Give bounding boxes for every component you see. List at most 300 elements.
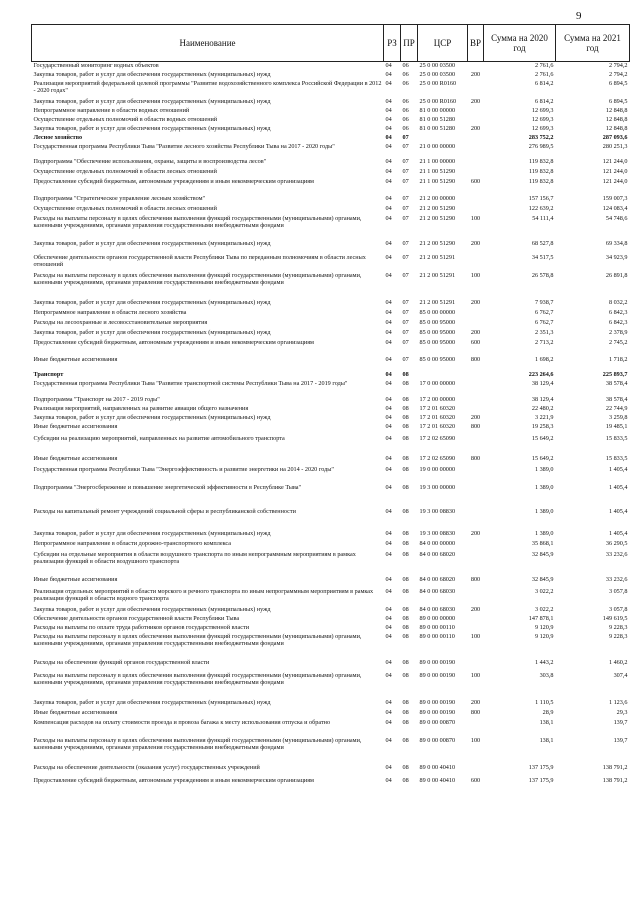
row-vr-cell <box>468 168 484 178</box>
row-rz-cell: 04 <box>385 623 392 631</box>
row-rz-cell: 04 <box>385 614 392 622</box>
row-csr-cell: 21 1 00 51290 <box>419 167 456 175</box>
row-rz-cell: 04 <box>385 214 392 222</box>
row-sum-2020-cell: 38 129,4 <box>531 379 554 387</box>
row-sum-2020-cell: 1 389,0 <box>534 465 554 473</box>
row-sum-2021-cell: 280 251,3 <box>602 142 628 150</box>
row-sum-2021-cell: 9 228,3 <box>608 623 628 631</box>
table-row <box>32 508 630 530</box>
row-sum-2021-cell: 22 744,9 <box>605 404 628 412</box>
row-name-cell: Закупка товаров, работ и услуг для обеспечения государственных (муниципальных) нужд <box>33 97 271 105</box>
row-csr-cell: 19 3 00 08830 <box>419 507 456 515</box>
row-pr-cell: 07 <box>402 133 409 141</box>
row-pr-cell: 08 <box>402 671 409 679</box>
table-row <box>32 272 630 299</box>
row-vr-cell: 200 <box>470 529 481 537</box>
table-row <box>32 299 630 309</box>
row-sum-2020-cell: 119 832,8 <box>528 167 554 175</box>
row-csr-cell: 17 2 02 65090 <box>419 434 456 442</box>
row-csr-cell: 89 0 00 00000 <box>419 614 456 622</box>
row-sum-2021-cell: 2 745,2 <box>608 338 628 346</box>
row-csr-cell: 85 0 00 00000 <box>419 308 456 316</box>
header-name: Наименование <box>32 25 384 62</box>
row-pr-cell: 08 <box>402 718 409 726</box>
row-sum-2021-cell: 121 244,0 <box>602 167 628 175</box>
row-sum-2020-cell: 3 022,2 <box>534 587 554 595</box>
row-vr-cell: 200 <box>470 124 481 132</box>
table-body <box>32 62 630 795</box>
table-row <box>32 80 630 98</box>
row-rz-cell: 04 <box>385 115 392 123</box>
row-name-cell: Расходы на выплаты персоналу в целях обеспечения выполнения функций государственными (муниципальными) органами, казенными учреждениями, органами управления государственными внебюджетными фондами <box>33 271 362 286</box>
row-sum-2021-cell: 1 405,4 <box>608 507 628 515</box>
row-pr-cell: 07 <box>402 142 409 150</box>
row-rz-cell: 04 <box>385 70 392 78</box>
row-name-cell: Закупка товаров, работ и услуг для обеспечения государственных (муниципальных) нужд <box>33 698 271 706</box>
row-sum-2021-cell: 15 833,5 <box>605 454 628 462</box>
row-name-cell: Подпрограмма "Обеспечение использования, охраны, защиты и воспроизводства лесов" <box>33 157 267 165</box>
row-pr-cell: 08 <box>402 708 409 716</box>
row-sum-2021-cell: 139,7 <box>613 718 628 726</box>
table-row <box>32 615 630 624</box>
row-sum-2021-cell: 124 083,4 <box>602 204 628 212</box>
row-sum-2020-cell: 32 845,9 <box>531 550 554 558</box>
row-csr-cell: 84 0 00 68020 <box>419 575 456 583</box>
row-sum-2021-cell: 159 007,3 <box>602 194 628 202</box>
row-sum-2020-cell: 1 389,0 <box>534 529 554 537</box>
table-row <box>32 405 630 414</box>
table-row <box>32 195 630 205</box>
row-vr-cell <box>468 764 484 777</box>
row-name-cell: Расходы на обеспечение функций органов государственной власти <box>33 658 210 666</box>
row-vr-cell <box>468 107 484 116</box>
row-rz-cell: 04 <box>385 157 392 165</box>
row-sum-2021-cell: 2 794,2 <box>608 62 628 69</box>
row-csr-cell: 89 0 00 00870 <box>419 718 456 726</box>
table-row <box>32 659 630 672</box>
row-sum-2021-cell: 225 893,7 <box>602 370 628 378</box>
row-pr-cell: 08 <box>402 614 409 622</box>
table-row <box>32 466 630 484</box>
row-vr-cell: 800 <box>470 708 481 716</box>
row-csr-cell: 89 0 00 00870 <box>419 736 456 744</box>
row-sum-2021-cell: 38 578,4 <box>605 379 628 387</box>
table-row <box>32 588 630 606</box>
row-vr-cell <box>468 551 484 576</box>
row-csr-cell: 17 2 01 60320 <box>419 413 456 421</box>
row-csr-cell: 84 0 00 68020 <box>419 550 456 558</box>
row-sum-2020-cell: 1 389,0 <box>534 507 554 515</box>
row-name-cell: Закупка товаров, работ и услуг для обеспечения государственных (муниципальных) нужд <box>33 298 271 306</box>
row-sum-2020-cell: 3 221,9 <box>534 413 554 421</box>
header-pr: ПР <box>401 25 418 62</box>
row-rz-cell: 04 <box>385 271 392 279</box>
row-sum-2020-cell: 6 762,7 <box>534 318 554 326</box>
row-name-cell: Непрограммное направление в области дорожно-транспортного комплекса <box>33 539 232 547</box>
row-csr-cell: 84 0 00 68030 <box>419 605 456 613</box>
table-row <box>32 240 630 254</box>
row-sum-2020-cell: 303,8 <box>539 671 554 679</box>
row-name-cell: Подпрограмма "Транспорт на 2017 - 2019 годы" <box>33 395 160 403</box>
row-pr-cell: 06 <box>402 97 409 105</box>
row-pr-cell: 08 <box>402 507 409 515</box>
row-sum-2020-cell: 2 761,6 <box>534 70 554 78</box>
row-csr-cell: 21 2 00 51291 <box>419 271 456 279</box>
row-vr-cell: 100 <box>470 632 481 640</box>
row-sum-2020-cell: 1 443,2 <box>534 658 554 666</box>
row-csr-cell: 17 2 01 60320 <box>419 422 456 430</box>
row-sum-2021-cell: 1 718,2 <box>608 355 628 363</box>
row-name-cell: Расходы на обеспечение деятельности (оказания услуг) государственных учреждений <box>33 763 260 771</box>
row-pr-cell: 08 <box>402 434 409 442</box>
row-vr-cell <box>468 254 484 272</box>
row-pr-cell: 07 <box>402 177 409 185</box>
row-pr-cell: 08 <box>402 483 409 491</box>
row-csr-cell: 85 0 00 95000 <box>419 355 456 363</box>
row-sum-2021-cell: 3 057,8 <box>608 587 628 595</box>
row-pr-cell: 08 <box>402 763 409 771</box>
row-rz-cell: 04 <box>385 194 392 202</box>
table-row <box>32 396 630 405</box>
row-sum-2020-cell: 6 762,7 <box>534 308 554 316</box>
row-sum-2021-cell: 2 378,9 <box>608 328 628 336</box>
row-vr-cell: 600 <box>470 338 481 346</box>
row-pr-cell: 08 <box>402 395 409 403</box>
row-sum-2020-cell: 1 698,2 <box>534 355 554 363</box>
row-name-cell: Обеспечение деятельности органов государственной власти Республики Тыва по переданным полномочиям в области лесных отношений <box>33 253 366 268</box>
table-row <box>32 380 630 396</box>
row-sum-2021-cell: 138 791,2 <box>602 763 628 771</box>
row-rz-cell: 04 <box>385 465 392 473</box>
table-row <box>32 356 630 371</box>
row-pr-cell: 08 <box>402 776 409 784</box>
row-vr-cell: 200 <box>470 298 481 306</box>
row-rz-cell: 04 <box>385 395 392 403</box>
header-sum-2020: Сумма на 2020 год <box>484 25 556 62</box>
row-sum-2021-cell: 6 842,3 <box>608 318 628 326</box>
row-name-cell: Государственная программа Республики Тыва "Развитие транспортной системы Республики Тыва на 2017 - 2019 годы" <box>33 379 348 387</box>
row-pr-cell: 08 <box>402 465 409 473</box>
table-header-row <box>32 25 630 62</box>
row-rz-cell: 04 <box>385 239 392 247</box>
row-vr-cell <box>468 371 484 380</box>
row-sum-2021-cell: 19 485,1 <box>605 422 628 430</box>
row-vr-cell: 200 <box>470 70 481 78</box>
row-sum-2021-cell: 54 748,6 <box>605 214 628 222</box>
row-pr-cell: 07 <box>402 253 409 261</box>
row-rz-cell: 04 <box>385 454 392 462</box>
row-name-cell: Предоставление субсидий бюджетным, автономным учреждениям и иным некоммерческим организациям <box>33 338 314 346</box>
row-sum-2021-cell: 138 791,2 <box>602 776 628 784</box>
row-sum-2020-cell: 9 120,9 <box>534 632 554 640</box>
row-csr-cell: 21 0 00 00000 <box>419 142 456 150</box>
row-sum-2021-cell: 8 032,2 <box>608 298 628 306</box>
table-row <box>32 633 630 659</box>
row-vr-cell <box>468 158 484 168</box>
row-csr-cell: 21 2 00 51291 <box>419 298 456 306</box>
table-row <box>32 484 630 508</box>
row-name-cell: Закупка товаров, работ и услуг для обеспечения государственных (муниципальных) нужд <box>33 605 271 613</box>
row-name-cell: Иные бюджетные ассигнования <box>33 575 118 583</box>
row-sum-2020-cell: 38 129,4 <box>531 395 554 403</box>
row-vr-cell: 600 <box>470 776 481 784</box>
row-sum-2020-cell: 9 120,9 <box>534 623 554 631</box>
row-vr-cell <box>468 396 484 405</box>
row-sum-2020-cell: 12 699,3 <box>531 115 554 123</box>
row-vr-cell: 200 <box>470 413 481 421</box>
row-pr-cell: 07 <box>402 214 409 222</box>
row-csr-cell: 19 3 00 00000 <box>419 483 456 491</box>
row-csr-cell: 25 0 00 R0160 <box>419 97 457 105</box>
row-vr-cell <box>468 62 484 71</box>
row-vr-cell: 200 <box>470 605 481 613</box>
table-row <box>32 423 630 435</box>
row-vr-cell: 100 <box>470 271 481 279</box>
row-csr-cell: 17 2 02 65090 <box>419 454 456 462</box>
row-vr-cell: 200 <box>470 328 481 336</box>
row-sum-2020-cell: 15 649,2 <box>531 454 554 462</box>
row-sum-2020-cell: 34 517,5 <box>531 253 554 261</box>
row-vr-cell <box>468 80 484 98</box>
row-csr-cell: 85 0 00 95000 <box>419 318 456 326</box>
row-pr-cell: 08 <box>402 454 409 462</box>
row-sum-2021-cell: 287 093,6 <box>602 133 628 141</box>
row-sum-2021-cell: 15 833,5 <box>605 434 628 442</box>
row-sum-2020-cell: 119 832,8 <box>528 177 554 185</box>
row-csr-cell: 21 2 00 00000 <box>419 194 456 202</box>
row-sum-2021-cell: 69 334,8 <box>605 239 628 247</box>
row-name-cell: Закупка товаров, работ и услуг для обеспечения государственных (муниципальных) нужд <box>33 413 271 421</box>
row-name-cell: Осуществление отдельных полномочий в области водных отношений <box>33 115 218 123</box>
row-sum-2020-cell: 12 699,3 <box>531 124 554 132</box>
table-row <box>32 551 630 576</box>
row-sum-2021-cell: 121 244,0 <box>602 157 628 165</box>
row-sum-2021-cell: 34 923,9 <box>605 253 628 261</box>
row-name-cell: Лесное хозяйство <box>33 133 83 141</box>
row-sum-2021-cell: 1 405,4 <box>608 529 628 537</box>
row-pr-cell: 07 <box>402 308 409 316</box>
row-sum-2020-cell: 28,9 <box>542 708 554 716</box>
row-csr-cell: 85 0 00 95000 <box>419 328 456 336</box>
table-row <box>32 339 630 356</box>
row-name-cell: Иные бюджетные ассигнования <box>33 454 118 462</box>
row-csr-cell: 17 0 00 00000 <box>419 379 456 387</box>
table-row <box>32 672 630 699</box>
row-name-cell: Осуществление отдельных полномочий в области лесных отношений <box>33 204 217 212</box>
row-sum-2020-cell: 157 156,7 <box>528 194 554 202</box>
row-sum-2020-cell: 137 175,9 <box>528 763 554 771</box>
table-row <box>32 435 630 455</box>
row-sum-2020-cell: 138,1 <box>539 736 554 744</box>
row-name-cell: Закупка товаров, работ и услуг для обеспечения государственных (муниципальных) нужд <box>33 70 271 78</box>
row-vr-cell: 200 <box>470 97 481 105</box>
row-sum-2021-cell: 121 244,0 <box>602 177 628 185</box>
row-rz-cell: 04 <box>385 167 392 175</box>
row-pr-cell: 07 <box>402 239 409 247</box>
row-sum-2021-cell: 1 405,4 <box>608 483 628 491</box>
row-name-cell: Расходы на лесоохранные и лесовосстановительные мероприятия <box>33 318 208 326</box>
row-vr-cell <box>468 195 484 205</box>
row-sum-2020-cell: 35 868,1 <box>531 539 554 547</box>
table-row <box>32 624 630 633</box>
table-row <box>32 606 630 615</box>
row-rz-cell: 04 <box>385 355 392 363</box>
table-row <box>32 699 630 709</box>
table-row <box>32 777 630 795</box>
row-rz-cell: 04 <box>385 413 392 421</box>
row-sum-2021-cell: 6 894,5 <box>608 97 628 105</box>
row-vr-cell <box>468 588 484 606</box>
row-pr-cell: 08 <box>402 550 409 558</box>
row-name-cell: Закупка товаров, работ и услуг для обеспечения государственных (муниципальных) нужд <box>33 328 271 336</box>
row-name-cell: Расходы на капитальный ремонт учреждений социальной сферы и республиканской собственности <box>33 507 296 515</box>
row-rz-cell: 04 <box>385 550 392 558</box>
row-sum-2021-cell: 38 578,4 <box>605 395 628 403</box>
row-vr-cell <box>468 624 484 633</box>
row-rz-cell: 04 <box>385 62 392 69</box>
row-rz-cell: 04 <box>385 776 392 784</box>
table-row <box>32 576 630 588</box>
row-csr-cell: 25 0 00 03500 <box>419 70 456 78</box>
row-name-cell: Закупка товаров, работ и услуг для обеспечения государственных (муниципальных) нужд <box>33 124 271 132</box>
row-vr-cell <box>468 435 484 455</box>
row-pr-cell: 08 <box>402 422 409 430</box>
row-vr-cell: 100 <box>470 671 481 679</box>
page-number: 9 <box>576 10 582 22</box>
row-pr-cell: 08 <box>402 698 409 706</box>
row-rz-cell: 04 <box>385 698 392 706</box>
row-rz-cell: 04 <box>385 422 392 430</box>
row-vr-cell <box>468 380 484 396</box>
row-vr-cell <box>468 466 484 484</box>
row-vr-cell: 800 <box>470 422 481 430</box>
table-row <box>32 764 630 777</box>
row-pr-cell: 07 <box>402 194 409 202</box>
table-row <box>32 178 630 195</box>
row-vr-cell <box>468 134 484 143</box>
row-name-cell: Предоставление субсидий бюджетным, автономным учреждениям и иным некоммерческим организациям <box>33 177 314 185</box>
row-sum-2020-cell: 283 752,2 <box>528 133 554 141</box>
row-rz-cell: 04 <box>385 632 392 640</box>
row-vr-cell: 800 <box>470 454 481 462</box>
row-rz-cell: 04 <box>385 507 392 515</box>
row-sum-2020-cell: 68 527,8 <box>531 239 554 247</box>
row-vr-cell <box>468 540 484 551</box>
row-pr-cell: 07 <box>402 328 409 336</box>
row-name-cell: Закупка товаров, работ и услуг для обеспечения государственных (муниципальных) нужд <box>33 239 271 247</box>
row-sum-2021-cell: 2 794,2 <box>608 70 628 78</box>
row-csr-cell: 21 2 00 51291 <box>419 253 456 261</box>
row-csr-cell: 84 0 00 68030 <box>419 587 456 595</box>
row-sum-2021-cell: 1 405,4 <box>608 465 628 473</box>
row-sum-2020-cell: 138,1 <box>539 718 554 726</box>
row-csr-cell <box>418 134 468 143</box>
row-sum-2021-cell: 6 894,5 <box>608 79 628 87</box>
row-name-cell: Расходы на выплаты персоналу в целях обеспечения выполнения функций государственными (муниципальными) органами, казенными учреждениями, органами управления государственными внебюджетными фондами <box>33 736 362 751</box>
table-row <box>32 168 630 178</box>
row-sum-2020-cell: 54 111,4 <box>532 214 554 222</box>
row-pr-cell: 07 <box>402 298 409 306</box>
row-rz-cell: 04 <box>385 124 392 132</box>
row-sum-2021-cell: 139,7 <box>613 736 628 744</box>
row-pr-cell: 08 <box>402 529 409 537</box>
row-name-cell: Расходы на выплаты персоналу в целях обеспечения выполнения функций государственными (муниципальными) органами, казенными учреждениями, органами управления государственными внебюджетными фондами <box>33 632 362 647</box>
row-csr-cell: 89 0 00 00190 <box>419 698 456 706</box>
row-csr-cell: 21 2 00 51290 <box>419 239 456 247</box>
row-rz-cell: 04 <box>385 718 392 726</box>
row-name-cell: Непрограммное направление в области лесного хозяйства <box>33 308 187 316</box>
row-csr-cell: 81 0 00 51280 <box>419 115 456 123</box>
row-pr-cell: 07 <box>402 271 409 279</box>
table-row <box>32 709 630 719</box>
row-vr-cell <box>468 143 484 158</box>
budget-table <box>31 24 630 795</box>
row-pr-cell: 08 <box>402 575 409 583</box>
row-pr-cell: 07 <box>402 318 409 326</box>
row-sum-2020-cell: 119 832,8 <box>528 157 554 165</box>
table-row <box>32 371 630 380</box>
row-csr-cell: 89 0 00 00190 <box>419 708 456 716</box>
row-pr-cell: 07 <box>402 157 409 165</box>
row-sum-2020-cell: 26 578,8 <box>531 271 554 279</box>
row-rz-cell: 04 <box>385 298 392 306</box>
row-csr-cell: 81 0 00 51280 <box>419 124 456 132</box>
row-rz-cell: 04 <box>385 575 392 583</box>
row-rz-cell: 04 <box>385 708 392 716</box>
row-rz-cell: 04 <box>385 370 392 378</box>
table-row <box>32 530 630 540</box>
row-rz-cell: 04 <box>385 338 392 346</box>
row-csr-cell: 89 0 00 00110 <box>419 632 455 640</box>
row-sum-2021-cell: 307,4 <box>613 671 628 679</box>
row-name-cell: Осуществление отдельных полномочий в области лесных отношений <box>33 167 217 175</box>
row-pr-cell: 07 <box>402 355 409 363</box>
row-vr-cell: 800 <box>470 575 481 583</box>
row-sum-2021-cell: 6 842,3 <box>608 308 628 316</box>
row-vr-cell: 200 <box>470 239 481 247</box>
row-rz-cell: 04 <box>385 379 392 387</box>
row-rz-cell: 04 <box>385 763 392 771</box>
row-name-cell: Закупка товаров, работ и услуг для обеспечения государственных (муниципальных) нужд <box>33 529 271 537</box>
row-name-cell: Компенсация расходов на оплату стоимости проезда и провоза багажа к месту использования отпуска и обратно <box>33 718 331 726</box>
row-rz-cell: 04 <box>385 328 392 336</box>
row-vr-cell: 100 <box>470 214 481 222</box>
row-pr-cell: 07 <box>402 167 409 175</box>
row-sum-2020-cell: 6 814,2 <box>534 97 554 105</box>
row-csr-cell: 19 0 00 00000 <box>419 465 456 473</box>
row-pr-cell: 08 <box>402 632 409 640</box>
table-row <box>32 215 630 240</box>
row-rz-cell: 04 <box>385 308 392 316</box>
row-sum-2020-cell: 147 878,1 <box>528 614 554 622</box>
table-row <box>32 158 630 168</box>
row-name-cell: Государственная программа Республики Тыва "Развитие лесного хозяйства Республики Тыва на 2017 - 2020 годы" <box>33 142 335 150</box>
row-pr-cell: 06 <box>402 70 409 78</box>
header-csr: ЦСР <box>418 25 468 62</box>
row-vr-cell <box>468 319 484 329</box>
row-name-cell: Иные бюджетные ассигнования <box>33 355 118 363</box>
row-sum-2020-cell: 276 989,5 <box>528 142 554 150</box>
row-csr-cell: 25 0 00 R0160 <box>419 79 457 87</box>
row-sum-2021-cell: 149 619,5 <box>602 614 628 622</box>
table-row <box>32 143 630 158</box>
table-row <box>32 71 630 80</box>
row-csr-cell: 21 1 00 51290 <box>419 177 456 185</box>
row-csr-cell: 81 0 00 00000 <box>419 106 456 114</box>
row-vr-cell: 200 <box>470 698 481 706</box>
table-row <box>32 737 630 764</box>
header-sum-2021: Сумма на 2021 год <box>556 25 630 62</box>
